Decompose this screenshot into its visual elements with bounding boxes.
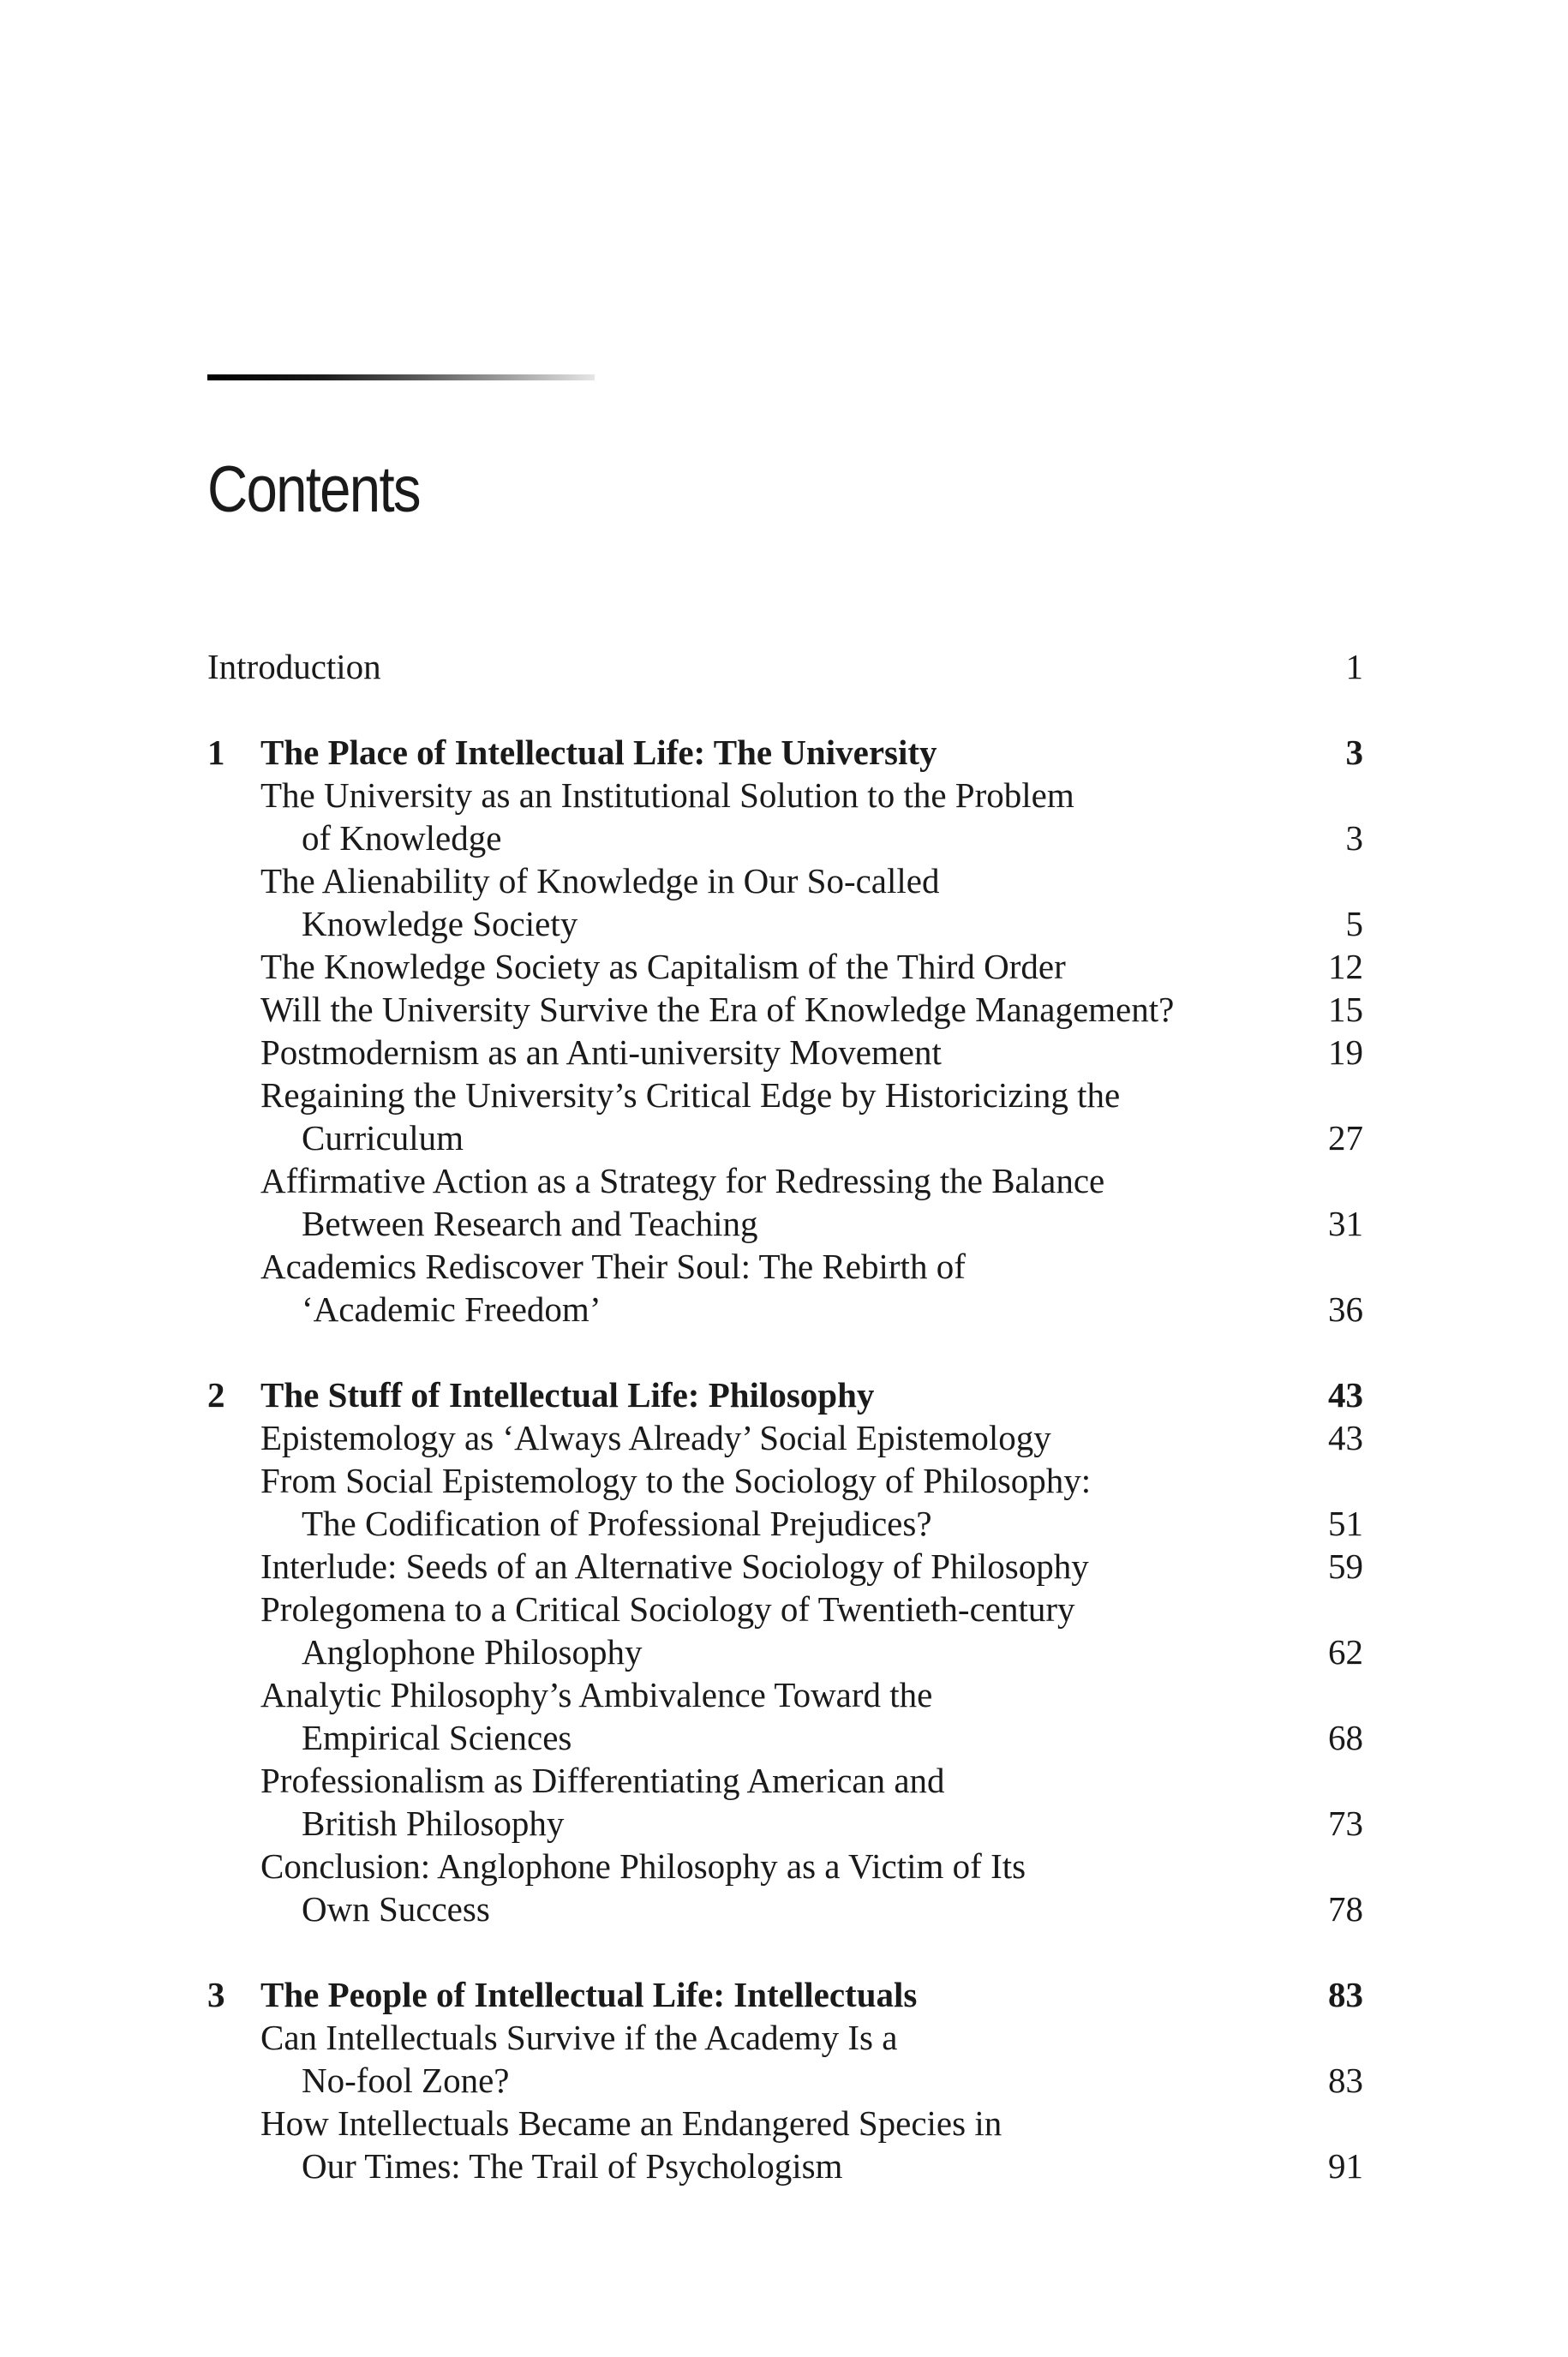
toc-page-number: 12: [1328, 947, 1363, 986]
chapter-list: [207, 731, 1363, 2187]
section-title-line: Knowledge Society: [302, 904, 578, 943]
section-title-line: Own Success: [302, 1889, 490, 1929]
toc-page-number: 1: [1345, 647, 1363, 686]
section-title-line: The Alienability of Knowledge in Our So-called: [260, 861, 940, 900]
section-title-line: Professionalism as Differentiating American and: [260, 1761, 945, 1800]
section-title-line: The Knowledge Society as Capitalism of the Third Order: [260, 947, 1066, 986]
section-title: [207, 1545, 1260, 1588]
section-title: [207, 1159, 1260, 1245]
page-title: Contents: [207, 452, 420, 526]
chapter-number: 1: [207, 733, 225, 772]
chapter-3: [207, 1973, 1363, 2187]
section-title-line: No-fool Zone?: [302, 2061, 510, 2100]
toc-page-number: 27: [1328, 1118, 1363, 1158]
chapter-title: The People of Intellectual Life: Intellectuals: [260, 1975, 918, 2014]
section-title: [207, 859, 1260, 945]
toc-page-number: 5: [1345, 904, 1363, 943]
toc-section-entry[interactable]: [207, 1245, 1363, 1331]
table-of-contents: [207, 645, 1363, 2187]
toc-page-number: 62: [1328, 1632, 1363, 1672]
toc-introduction[interactable]: [207, 645, 1363, 688]
toc-page-number: 43: [1328, 1375, 1363, 1415]
title-rule: [207, 374, 595, 380]
section-title: [207, 1673, 1260, 1759]
section-title: [207, 1459, 1260, 1545]
toc-section-entry[interactable]: [207, 1545, 1363, 1588]
section-title-line: Can Intellectuals Survive if the Academy Is a: [260, 2018, 898, 2057]
chapter-number: 2: [207, 1375, 225, 1415]
toc-page-number: 83: [1328, 1975, 1363, 2014]
toc-page-number: 19: [1328, 1032, 1363, 1072]
section-title-line: Prolegomena to a Critical Sociology of Twentieth-century: [260, 1589, 1075, 1629]
section-title-line: Will the University Survive the Era of Knowledge Management?: [260, 990, 1175, 1029]
section-title-line: How Intellectuals Became an Endangered Species in: [260, 2103, 1002, 2143]
toc-page-number: 31: [1328, 1204, 1363, 1243]
section-title-line: Anglophone Philosophy: [302, 1632, 643, 1672]
section-title-line: Academics Rediscover Their Soul: The Rebirth of: [260, 1247, 966, 1286]
toc-section-entry[interactable]: [207, 1459, 1363, 1545]
toc-section-entry[interactable]: [207, 1416, 1363, 1459]
toc-section-entry[interactable]: [207, 945, 1363, 988]
section-title: [207, 2016, 1260, 2102]
chapter-number: 3: [207, 1975, 225, 2014]
chapter-title: The Stuff of Intellectual Life: Philosophy: [260, 1375, 875, 1415]
chapter-heading[interactable]: [207, 1373, 1363, 1416]
toc-section-entry[interactable]: [207, 2016, 1363, 2102]
section-title: [207, 2102, 1260, 2187]
section-title-line: Regaining the University’s Critical Edge by Historicizing the: [260, 1075, 1121, 1115]
toc-page-number: 91: [1328, 2146, 1363, 2186]
section-title-line: Affirmative Action as a Strategy for Redressing the Balance: [260, 1161, 1105, 1200]
toc-section-entry[interactable]: [207, 1845, 1363, 1930]
section-title-line: The Codification of Professional Prejudices?: [302, 1504, 932, 1543]
toc-page-number: 43: [1328, 1418, 1363, 1457]
toc-section-entry[interactable]: [207, 1673, 1363, 1759]
toc-section-entry[interactable]: [207, 1759, 1363, 1845]
section-title: [207, 1245, 1260, 1331]
chapter-heading[interactable]: [207, 1973, 1363, 2016]
toc-page-number: 51: [1328, 1504, 1363, 1543]
chapter-2: [207, 1373, 1363, 1930]
toc-page-number: 3: [1345, 818, 1363, 858]
section-title: [207, 988, 1260, 1031]
toc-section-entry[interactable]: [207, 1588, 1363, 1673]
section-title: [207, 1759, 1260, 1845]
toc-section-entry[interactable]: [207, 1159, 1363, 1245]
section-title: [207, 1416, 1260, 1459]
toc-section-entry[interactable]: [207, 988, 1363, 1031]
section-title: [207, 774, 1260, 859]
toc-page-number: 59: [1328, 1546, 1363, 1586]
toc-section-entry[interactable]: [207, 1031, 1363, 1074]
toc-page-number: 36: [1328, 1289, 1363, 1329]
toc-page-number: 15: [1328, 990, 1363, 1029]
chapter-1: [207, 731, 1363, 1331]
section-title-line: The University as an Institutional Solution to the Problem: [260, 775, 1074, 815]
toc-page-number: 78: [1328, 1889, 1363, 1929]
section-title-line: Our Times: The Trail of Psychologism: [302, 2146, 843, 2186]
toc-section-entry[interactable]: [207, 1074, 1363, 1159]
toc-entry-label: Introduction: [207, 647, 381, 686]
section-title-line: of Knowledge: [302, 818, 502, 858]
toc-page-number: 3: [1345, 733, 1363, 772]
chapter-title: The Place of Intellectual Life: The University: [260, 733, 937, 772]
section-title-line: Conclusion: Anglophone Philosophy as a Victim of Its: [260, 1846, 1026, 1886]
section-title: [207, 945, 1260, 988]
section-title-line: From Social Epistemology to the Sociology of Philosophy:: [260, 1461, 1092, 1500]
toc-section-entry[interactable]: [207, 859, 1363, 945]
section-title-line: Between Research and Teaching: [302, 1204, 758, 1243]
section-title-line: British Philosophy: [302, 1804, 565, 1843]
toc-section-entry[interactable]: [207, 774, 1363, 859]
section-title-line: Empirical Sciences: [302, 1718, 572, 1757]
section-title-line: Curriculum: [302, 1118, 464, 1158]
section-title-line: Epistemology as ‘Always Already’ Social Epistemology: [260, 1418, 1051, 1457]
section-title: [207, 1588, 1260, 1673]
section-title: [207, 1845, 1260, 1930]
section-title-line: Analytic Philosophy’s Ambivalence Toward the: [260, 1675, 933, 1714]
chapter-heading[interactable]: [207, 731, 1363, 774]
section-title: [207, 1031, 1260, 1074]
toc-section-entry[interactable]: [207, 2102, 1363, 2187]
toc-page-number: 73: [1328, 1804, 1363, 1843]
section-title-line: Interlude: Seeds of an Alternative Sociology of Philosophy: [260, 1546, 1089, 1586]
section-title-line: Postmodernism as an Anti-university Movement: [260, 1032, 942, 1072]
toc-page-number: 68: [1328, 1718, 1363, 1757]
section-title-line: ‘Academic Freedom’: [302, 1289, 601, 1329]
toc-page-number: 83: [1328, 2061, 1363, 2100]
section-title: [207, 1074, 1260, 1159]
